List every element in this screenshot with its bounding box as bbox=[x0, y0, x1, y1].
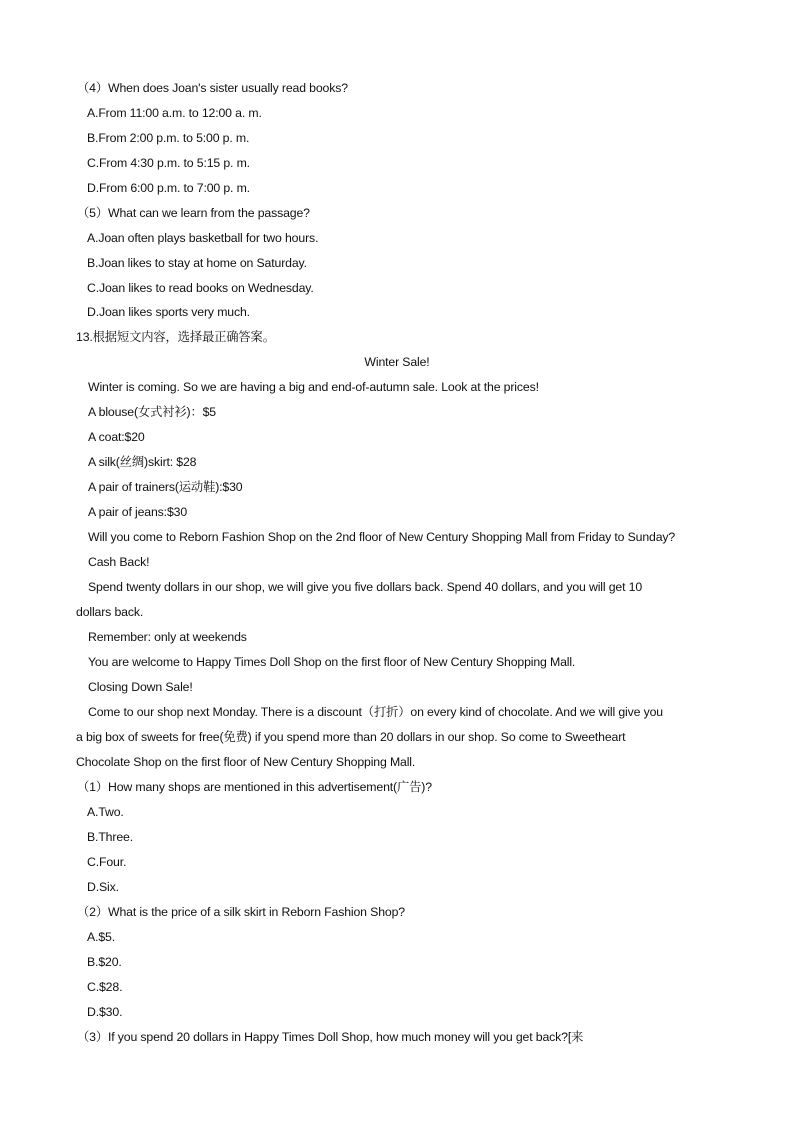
ad2-text-continued: dollars back. bbox=[76, 605, 144, 619]
price-item: A blouse(女式衬衫)：$5 bbox=[88, 405, 216, 419]
ad3-text: Come to our shop next Monday. There is a discount（打折）on every kind of chocolate. And we will give you bbox=[88, 705, 663, 719]
q1-option-c: C.Four. bbox=[87, 855, 127, 869]
price-item: A coat:$20 bbox=[88, 430, 145, 444]
ad2-text: Spend twenty dollars in our shop, we will give you five dollars back. Spend 40 dollars, and you will get 10 bbox=[88, 580, 643, 594]
q5-option-b: B.Joan likes to stay at home on Saturday. bbox=[87, 256, 307, 270]
q2-option-c: C.$28. bbox=[87, 980, 123, 994]
ad2-title: Cash Back! bbox=[88, 555, 150, 569]
question-5: （5）What can we learn from the passage? bbox=[77, 206, 310, 220]
q2-option-d: D.$30. bbox=[87, 1005, 123, 1019]
price-item: A pair of trainers(运动鞋):$30 bbox=[88, 480, 243, 494]
question-4: （4）When does Joan's sister usually read books? bbox=[77, 81, 348, 95]
ad2-welcome: You are welcome to Happy Times Doll Shop on the first floor of New Century Shopping Mall. bbox=[88, 655, 576, 669]
q5-option-d: D.Joan likes sports very much. bbox=[87, 305, 250, 319]
q1-option-d: D.Six. bbox=[87, 880, 119, 894]
price-item: A pair of jeans:$30 bbox=[88, 505, 188, 519]
ad3-title: Closing Down Sale! bbox=[88, 680, 193, 694]
q1-option-b: B.Three. bbox=[87, 830, 133, 844]
q1-option-a: A.Two. bbox=[87, 805, 124, 819]
q2-option-b: B.$20. bbox=[87, 955, 122, 969]
ad2-remember: Remember: only at weekends bbox=[88, 630, 247, 644]
q4-option-c: C.From 4:30 p.m. to 5:15 p. m. bbox=[87, 156, 250, 170]
ad3-text-continued: a big box of sweets for free(免费) if you spend more than 20 dollars in our shop. So come to Sweetheart bbox=[76, 730, 626, 744]
q2-option-a: A.$5. bbox=[87, 930, 115, 944]
ad1-intro: Winter is coming. So we are having a big and end-of-autumn sale. Look at the prices! bbox=[88, 380, 539, 394]
q5-option-a: A.Joan often plays basketball for two hours. bbox=[87, 231, 319, 245]
question-3: （3）If you spend 20 dollars in Happy Times Doll Shop, how much money will you get back?[来 bbox=[77, 1030, 584, 1044]
question-2: （2）What is the price of a silk skirt in Reborn Fashion Shop? bbox=[77, 905, 405, 919]
section-13-heading: 13.根据短文内容，选择最正确答案。 bbox=[76, 330, 275, 344]
ad3-text-continued: Chocolate Shop on the first floor of New Century Shopping Mall. bbox=[76, 755, 416, 769]
ad1-closing: Will you come to Reborn Fashion Shop on the 2nd floor of New Century Shopping Mall from Friday to Sunday? bbox=[88, 530, 676, 544]
q5-option-c: C.Joan likes to read books on Wednesday. bbox=[87, 281, 314, 295]
q4-option-d: D.From 6:00 p.m. to 7:00 p. m. bbox=[87, 181, 250, 195]
question-1: （1）How many shops are mentioned in this advertisement(广告)? bbox=[77, 780, 432, 794]
q4-option-a: A.From 11:00 a.m. to 12:00 a. m. bbox=[87, 106, 262, 120]
price-item: A silk(丝绸)skirt: $28 bbox=[88, 455, 197, 469]
passage-title: Winter Sale! bbox=[364, 355, 430, 369]
q4-option-b: B.From 2:00 p.m. to 5:00 p. m. bbox=[87, 131, 250, 145]
